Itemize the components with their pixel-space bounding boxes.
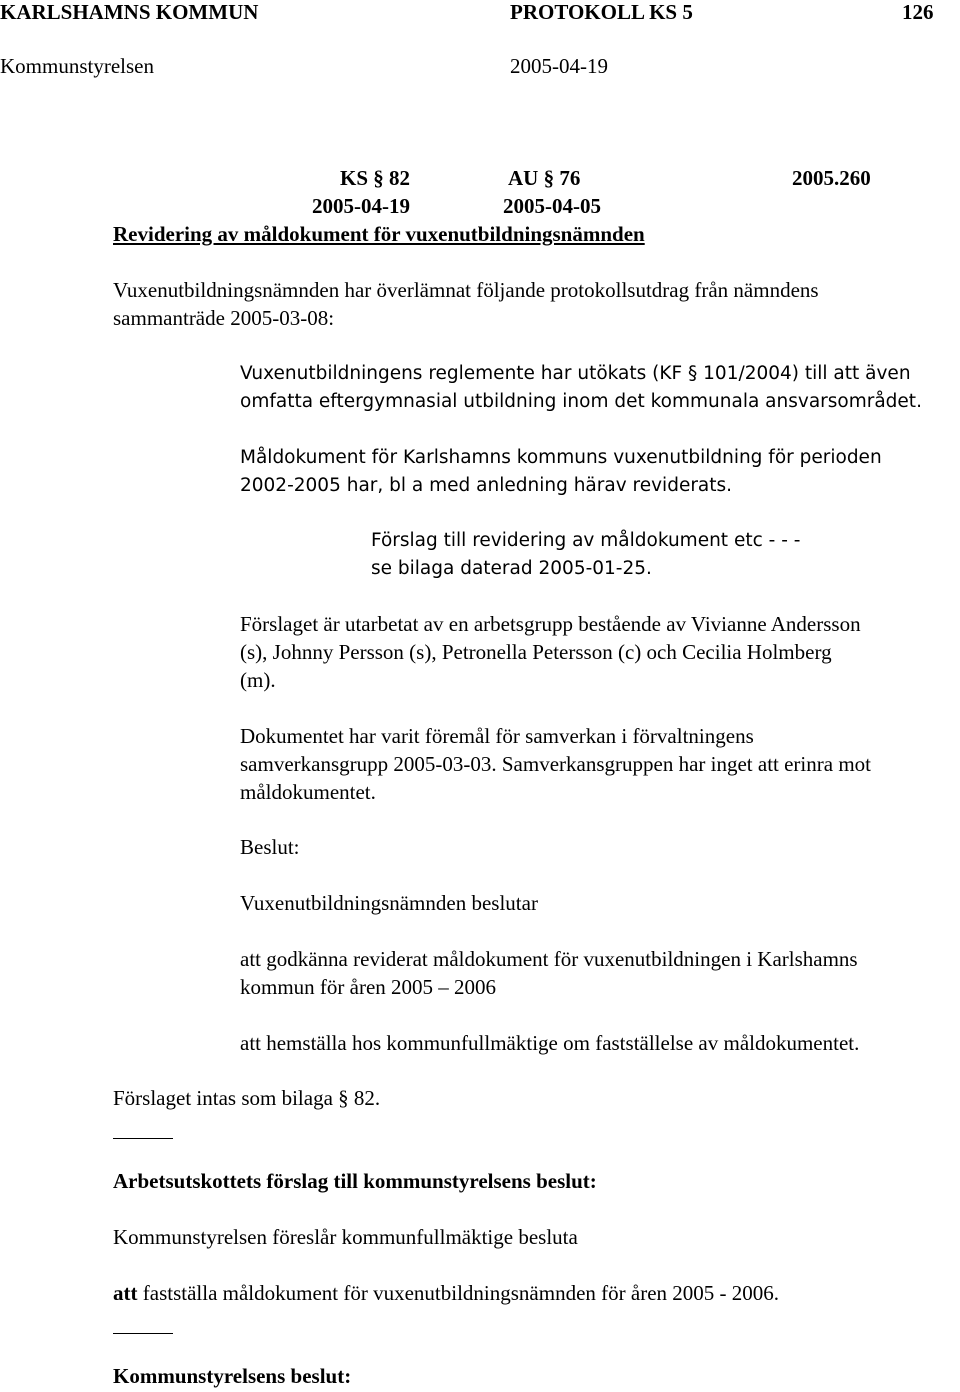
excerpt-p5-line: Dokumentet har varit föremål för samverkan i förvaltningens <box>240 724 754 748</box>
excerpt-p5-line: måldokumentet. <box>240 780 376 804</box>
att-clause-1: kommun för åren 2005 – 2006 <box>240 975 497 999</box>
au-text: Kommunstyrelsen föreslår kommunfullmäktige besluta <box>113 1225 578 1249</box>
au-att-clause <box>113 1280 779 1307</box>
header-date: 2005-04-19 <box>510 54 608 78</box>
bilaga-note: Förslaget intas som bilaga § 82. <box>113 1086 381 1110</box>
excerpt-p3-line: se bilaga daterad 2005-01-25. <box>371 558 652 579</box>
beslut-label: Beslut: <box>240 835 300 859</box>
separator-line <box>113 1138 173 1139</box>
ref-au-date: 2005-04-05 <box>503 194 601 218</box>
separator-line <box>113 1333 173 1334</box>
beslut-intro: Vuxenutbildningsnämnden beslutar <box>240 891 538 915</box>
page-title: Revidering av måldokument för vuxenutbildningsnämnden <box>113 222 645 246</box>
excerpt-p4-line: Förslaget är utarbetat av en arbetsgrupp bestående av Vivianne Andersson <box>240 612 861 636</box>
ref-ks-date: 2005-04-19 <box>312 194 410 218</box>
intro-line: sammanträde 2005-03-08: <box>113 306 335 330</box>
header-doc: PROTOKOLL KS 5 <box>510 0 693 24</box>
att-clause-1: att godkänna reviderat måldokument för vuxenutbildningen i Karlshamns <box>240 947 858 971</box>
header-org: KARLSHAMNS KOMMUN <box>0 0 259 24</box>
att-keyword: att <box>113 1281 138 1305</box>
excerpt-p4-line: (s), Johnny Persson (s), Petronella Petersson (c) och Cecilia Holmberg <box>240 640 832 664</box>
header-body: Kommunstyrelsen <box>0 54 154 78</box>
excerpt-p4-line: (m). <box>240 668 276 692</box>
ref-ks: KS § 82 <box>340 166 411 190</box>
ks-heading: Kommunstyrelsens beslut: <box>113 1364 352 1388</box>
ref-au: AU § 76 <box>508 166 581 190</box>
header-page: 126 <box>902 0 934 24</box>
excerpt-p1-line: Vuxenutbildningens reglemente har utökats (KF § 101/2004) till att även <box>240 363 911 384</box>
att-clause-2: att hemställa hos kommunfullmäktige om fastställelse av måldokumentet. <box>240 1031 860 1055</box>
excerpt-p2-line: Måldokument för Karlshamns kommuns vuxenutbildning för perioden <box>240 447 882 468</box>
excerpt-p3-line: Förslag till revidering av måldokument etc - - - <box>371 530 801 551</box>
excerpt-p1-line: omfatta eftergymnasial utbildning inom det kommunala ansvarsområdet. <box>240 391 922 412</box>
excerpt-p5-line: samverkansgrupp 2005-03-03. Samverkansgruppen har inget att erinra mot <box>240 752 871 776</box>
au-att-text: fastställa måldokument för vuxenutbildningsnämnden för åren 2005 - 2006. <box>142 1281 780 1305</box>
ref-number: 2005.260 <box>792 166 871 190</box>
excerpt-p2-line: 2002-2005 har, bl a med anledning härav reviderats. <box>240 475 733 496</box>
intro-line: Vuxenutbildningsnämnden har överlämnat följande protokollsutdrag från nämndens <box>113 278 819 302</box>
au-heading: Arbetsutskottets förslag till kommunstyrelsens beslut: <box>113 1169 597 1193</box>
